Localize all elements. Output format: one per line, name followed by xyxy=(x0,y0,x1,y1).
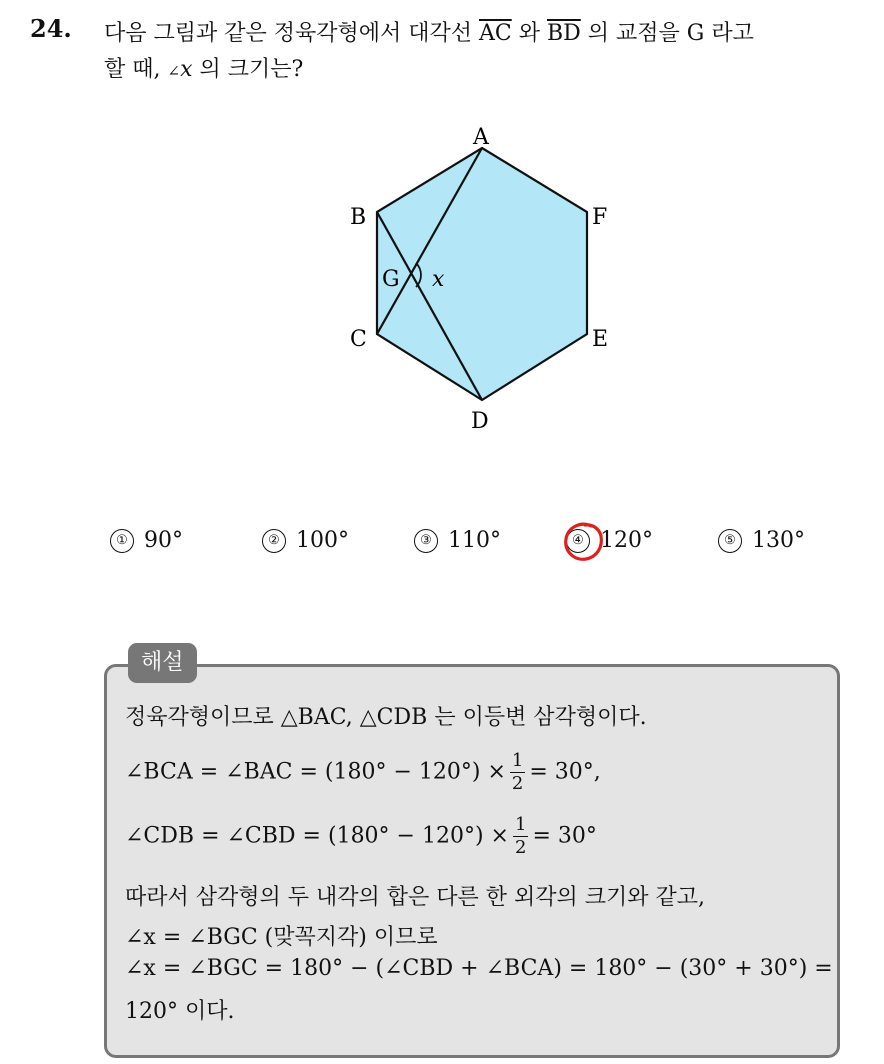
vertex-label-e: E xyxy=(592,327,609,352)
vertex-label-b: B xyxy=(350,205,367,230)
segment-ac: $\overline{AC}$ xyxy=(479,21,512,46)
choice-1-number: ① xyxy=(110,529,134,553)
red-answer-circle-mark xyxy=(561,519,607,565)
vertex-label-c: C xyxy=(350,327,367,352)
explanation-line-3-right: = 30° xyxy=(532,823,597,849)
choice-3[interactable] xyxy=(414,528,501,553)
choice-2-text: 100° xyxy=(296,528,349,553)
explanation-line-1: 정육각형이므로 △BAC, △CDB 는 이등변 삼각형이다. xyxy=(125,705,647,730)
choice-3-number: ③ xyxy=(414,529,438,553)
vertex-label-f: F xyxy=(592,205,608,230)
question-text-part3: 의 교점을 G 라고 xyxy=(580,21,754,46)
explanation-line-7: 120° 이다. xyxy=(125,999,235,1024)
angle-symbol: ∠ xyxy=(167,62,181,80)
choice-5-number: ⑤ xyxy=(718,529,742,553)
fraction-half-2 xyxy=(513,814,528,859)
explanation-line-5: ∠x = ∠BGC (맞꼭지각) 이므로 xyxy=(125,925,438,950)
choice-1-text: 90° xyxy=(144,528,183,553)
explanation-line-2-left: ∠BCA = ∠BAC = (180° − 120°) × xyxy=(125,759,506,785)
fraction-numerator: 1 xyxy=(514,814,527,835)
question-text-part4: 할 때, xyxy=(104,57,168,82)
hexagon xyxy=(377,148,587,400)
choice-4-text: 120° xyxy=(600,528,653,553)
question-number: 24. xyxy=(30,14,72,43)
hexagon-figure xyxy=(330,120,630,440)
question-text xyxy=(104,16,874,89)
choice-3-text: 110° xyxy=(448,528,501,553)
fraction-denominator: 2 xyxy=(511,773,524,794)
vertex-label-a: A xyxy=(473,125,489,150)
angle-label-x: x xyxy=(432,267,445,292)
explanation-line-3-left: ∠CDB = ∠CBD = (180° − 120°) × xyxy=(125,823,509,849)
explanation-tag: 해설 xyxy=(128,643,197,683)
question-text-part1: 다음 그림과 같은 정육각형에서 대각선 xyxy=(104,21,479,46)
choice-4-number: ④ xyxy=(566,529,590,553)
answer-choices xyxy=(110,528,830,562)
explanation-line-2-right: = 30°, xyxy=(529,759,601,785)
vertex-label-d: D xyxy=(471,409,489,434)
choice-1[interactable] xyxy=(110,528,183,553)
choice-2[interactable] xyxy=(262,528,349,553)
fraction-half-1 xyxy=(510,750,525,795)
choice-2-number: ② xyxy=(262,529,286,553)
fraction-denominator: 2 xyxy=(514,837,527,858)
point-label-g: G xyxy=(382,267,400,292)
question-text-part5: 의 크기는? xyxy=(192,57,304,82)
explanation-line-6: ∠x = ∠BGC = 180° − (∠CBD + ∠BCA) = 180° − (30° + 30°) = xyxy=(125,956,833,981)
fraction-numerator: 1 xyxy=(511,750,524,771)
angle-variable: x xyxy=(180,57,193,82)
segment-bd: $\overline{BD}$ xyxy=(546,21,581,46)
question-text-part2: 와 xyxy=(511,21,547,46)
choice-5-text: 130° xyxy=(752,528,805,553)
explanation-line-2 xyxy=(125,750,601,795)
explanation-line-4: 따라서 삼각형의 두 내각의 합은 다른 한 외각의 크기와 같고, xyxy=(125,885,705,910)
explanation-line-3 xyxy=(125,814,597,859)
choice-4[interactable] xyxy=(566,528,653,553)
choice-5[interactable] xyxy=(718,528,805,553)
